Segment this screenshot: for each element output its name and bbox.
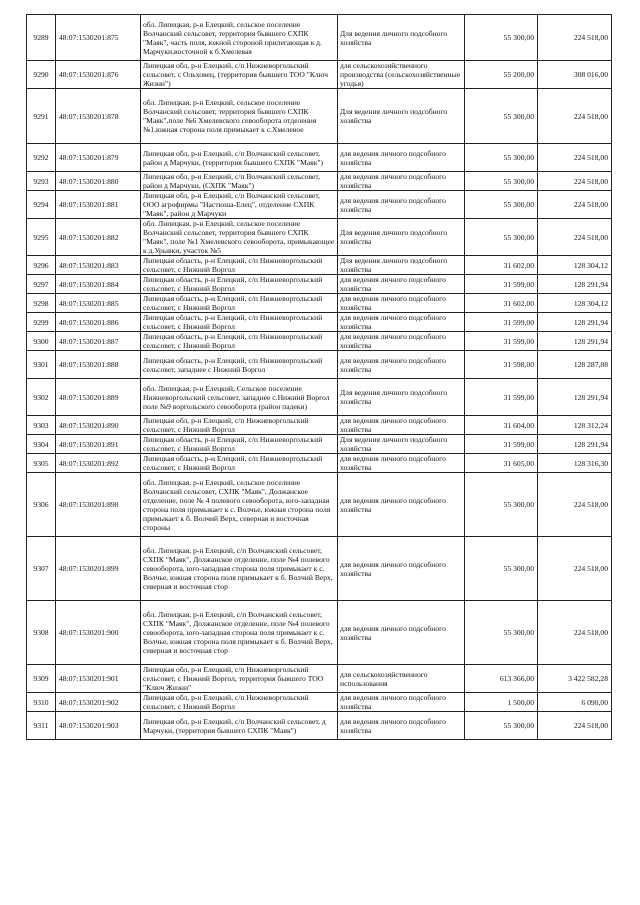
cadastral-number: 48:07:1530201:885 xyxy=(56,294,141,313)
cadastral-value: 128 291,94 xyxy=(538,332,612,351)
plot-address: обл. Липецкая, р-н Елецкий, Сельское поселение Нижневоргольский сельсовет, западнее с.Нижний Воргол поле №9 воргольского севооборота (район падеки) xyxy=(141,379,338,416)
row-number: 9311 xyxy=(27,712,56,740)
cadastral-number: 48:07:1530201:902 xyxy=(56,693,141,712)
plot-area: 55 300,00 xyxy=(465,144,538,172)
permitted-use: для ведения личного подсобного хозяйства xyxy=(338,275,465,294)
plot-address: Липецкая обл, р-н Елецкий, с/п Нижневоргольский сельсовет, с Ольховец, (территория бывшего ТОО "Ключ Жизни") xyxy=(141,61,338,89)
cadastral-value: 224 518,00 xyxy=(538,473,612,537)
row-number: 9292 xyxy=(27,144,56,172)
row-number: 9308 xyxy=(27,601,56,665)
plot-area: 55 300,00 xyxy=(465,537,538,601)
cadastral-value: 128 291,94 xyxy=(538,275,612,294)
table-row xyxy=(27,537,612,601)
cadastral-value: 128 312,24 xyxy=(538,416,612,435)
permitted-use: для ведения личного подсобного хозяйства xyxy=(338,191,465,219)
plot-address: Липецкая обл, р-н Елецкий, с/п Волчанский сельсовет, район д Марчуки, (СХПК "Маяк") xyxy=(141,172,338,191)
permitted-use: для ведения личного подсобного хозяйства xyxy=(338,416,465,435)
plot-address: Липецкая обл, р-н Елецкий, с/п Нижневоргольский сельсовет, с Нижний Воргол xyxy=(141,416,338,435)
permitted-use: для ведения личного подсобного хозяйства xyxy=(338,313,465,332)
row-number: 9306 xyxy=(27,473,56,537)
plot-address: обл. Липецкая, р-н Елецкий, сельское поселение Волчанский сельсовет, территория бывшего СХПК "Маяк",поле №6 Хмелевского севооборота отделения №1,южная сторона поля примыкает к с.Хмелевое xyxy=(141,89,338,144)
row-number: 9304 xyxy=(27,435,56,454)
cadastral-value: 224 518,00 xyxy=(538,15,612,61)
cadastral-value: 224 518,00 xyxy=(538,144,612,172)
cadastral-number: 48:07:1530201:887 xyxy=(56,332,141,351)
permitted-use: Для ведения личного подсобного хозяйства xyxy=(338,379,465,416)
row-number: 9298 xyxy=(27,294,56,313)
plot-area: 31 599,00 xyxy=(465,379,538,416)
cadastral-number: 48:07:1530201:884 xyxy=(56,275,141,294)
plot-area: 31 599,00 xyxy=(465,313,538,332)
table-body xyxy=(27,15,612,740)
table-row xyxy=(27,172,612,191)
plot-address: обл. Липецкая, р-н Елецкий, сельское поселение Волчанский сельсовет, территория бывшего СХПК "Маяк", часть поля, южной стороной прилегающая к д. Марчуки,восточной к б.Хмелевая xyxy=(141,15,338,61)
permitted-use: для ведения личного подсобного хозяйства xyxy=(338,351,465,379)
plot-address: Липецкая обл, р-н Елецкий, с/п Нижневоргольский сельсовет, с Нижний Воргол xyxy=(141,693,338,712)
permitted-use: для ведения личного подсобного хозяйства xyxy=(338,473,465,537)
plot-area: 55 200,00 xyxy=(465,61,538,89)
row-number: 9307 xyxy=(27,537,56,601)
row-number: 9291 xyxy=(27,89,56,144)
permitted-use: для сельскохозяйственного производства (сельскохозяйственные угодья) xyxy=(338,61,465,89)
row-number: 9300 xyxy=(27,332,56,351)
cadastral-number: 48:07:1530201:890 xyxy=(56,416,141,435)
plot-area: 31 599,00 xyxy=(465,275,538,294)
plot-area: 613 366,00 xyxy=(465,665,538,693)
cadastral-value: 128 316,30 xyxy=(538,454,612,473)
table-row xyxy=(27,693,612,712)
row-number: 9290 xyxy=(27,61,56,89)
row-number: 9310 xyxy=(27,693,56,712)
row-number: 9294 xyxy=(27,191,56,219)
permitted-use: для ведения личного подсобного хозяйства xyxy=(338,332,465,351)
cadastral-number: 48:07:1530201:889 xyxy=(56,379,141,416)
cadastral-value: 224 518,00 xyxy=(538,219,612,256)
table-row xyxy=(27,144,612,172)
cadastral-value: 224 518,00 xyxy=(538,89,612,144)
cadastral-value: 308 016,00 xyxy=(538,61,612,89)
row-number: 9301 xyxy=(27,351,56,379)
plot-area: 31 605,00 xyxy=(465,454,538,473)
plot-address: Липецкая обл, р-н Елецкий, с/п Волчанский сельсовет, район д Марчуки, (территория бывшего СХПК "Маяк") xyxy=(141,144,338,172)
cadastral-number: 48:07:1530201:891 xyxy=(56,435,141,454)
permitted-use: Для ведения личного подсобного хозяйства xyxy=(338,219,465,256)
table-row xyxy=(27,332,612,351)
cadastral-number: 48:07:1530201:878 xyxy=(56,89,141,144)
plot-area: 55 300,00 xyxy=(465,15,538,61)
cadastral-value: 128 304,12 xyxy=(538,294,612,313)
permitted-use: Для ведения личного подсобного хозяйства xyxy=(338,15,465,61)
table-row xyxy=(27,313,612,332)
cadastral-number: 48:07:1530201:883 xyxy=(56,256,141,275)
row-number: 9296 xyxy=(27,256,56,275)
plot-address: Липецкая обл, р-н Елецкий, с/п Волчанский сельсовет, ООО агрофирмы "Настюша-Елец", отделение СХПК "Маяк", район д Марчуки xyxy=(141,191,338,219)
table-row xyxy=(27,219,612,256)
permitted-use: Для ведения личного подсобного хозяйства xyxy=(338,256,465,275)
cadastral-number: 48:07:1530201:882 xyxy=(56,219,141,256)
row-number: 9289 xyxy=(27,15,56,61)
row-number: 9299 xyxy=(27,313,56,332)
cadastral-value: 128 304,12 xyxy=(538,256,612,275)
table-row xyxy=(27,665,612,693)
plot-address: Липецкая область, р-н Елецкий, с/п Нижневоргольский сельсовет, с Нижний Воргол xyxy=(141,454,338,473)
plot-address: Липецкая область, р-н Елецкий, с/п Нижневоргольский сельсовет, с Нижний Воргол xyxy=(141,332,338,351)
table-row xyxy=(27,712,612,740)
table-row xyxy=(27,15,612,61)
table-row xyxy=(27,61,612,89)
permitted-use: Для ведения личного подсобного хозяйства xyxy=(338,89,465,144)
table-row xyxy=(27,435,612,454)
row-number: 9302 xyxy=(27,379,56,416)
cadastral-number: 48:07:1530201:879 xyxy=(56,144,141,172)
permitted-use: для ведения личного подсобного хозяйства xyxy=(338,693,465,712)
table-row xyxy=(27,454,612,473)
cadastral-number: 48:07:1530201:900 xyxy=(56,601,141,665)
cadastral-value: 128 291,94 xyxy=(538,379,612,416)
row-number: 9293 xyxy=(27,172,56,191)
table-row xyxy=(27,294,612,313)
table-row xyxy=(27,416,612,435)
plot-area: 55 300,00 xyxy=(465,219,538,256)
plot-address: обл. Липецкая, р-н Елецкий, с/п Волчанский сельсовет, СХПК "Маяк", Должанское отделение, поле №4 полевого севооборота, юго-западная сторона поля примыкает к с. Волчье, южная сторона поля примыкает к б. Волчий Верх, северная и восточная стор xyxy=(141,537,338,601)
plot-address: обл. Липецкая, р-н Елецкий, сельское поселение Волчанский сельсовет, территория бывшего СХПК "Маяк", поле №1 Хмелевского севооборота, примыкающее к д.Урывки, участок №5 xyxy=(141,219,338,256)
row-number: 9295 xyxy=(27,219,56,256)
table-row xyxy=(27,89,612,144)
row-number: 9305 xyxy=(27,454,56,473)
plot-address: Липецкая обл, р-н Елецкий, с/п Волчанский сельсовет, д Марчуки, (территория бывшего СХПК "Маяк") xyxy=(141,712,338,740)
plot-address: Липецкая область, р-н Елецкий, с/п Нижневоргольский сельсовет, с Нижний Воргол xyxy=(141,256,338,275)
table-row xyxy=(27,379,612,416)
plot-address: Липецкая область, р-н Елецкий, с/п Нижневоргольский сельсовет, с Нижний Воргол xyxy=(141,294,338,313)
cadastral-number: 48:07:1530201:898 xyxy=(56,473,141,537)
plot-area: 55 300,00 xyxy=(465,473,538,537)
row-number: 9309 xyxy=(27,665,56,693)
cadastral-number: 48:07:1530201:899 xyxy=(56,537,141,601)
cadastral-value: 224 518,00 xyxy=(538,712,612,740)
cadastral-number: 48:07:1530201:901 xyxy=(56,665,141,693)
plot-area: 31 599,00 xyxy=(465,435,538,454)
cadastral-value: 224 518,00 xyxy=(538,191,612,219)
plot-address: Липецкая область, р-н Елецкий, с/п Нижневоргольский сельсовет, с Нижний Воргол xyxy=(141,435,338,454)
cadastral-number: 48:07:1530201:903 xyxy=(56,712,141,740)
plot-address: Липецкая область, р-н Елецкий, с/п Нижневоргольский сельсовет, западнее с Нижний Воргол xyxy=(141,351,338,379)
cadastral-number: 48:07:1530201:876 xyxy=(56,61,141,89)
table-row xyxy=(27,601,612,665)
cadastral-value: 128 291,94 xyxy=(538,435,612,454)
cadastral-number: 48:07:1530201:888 xyxy=(56,351,141,379)
table-row xyxy=(27,351,612,379)
permitted-use: Для ведения личного подсобного хозяйства xyxy=(338,435,465,454)
plot-address: обл. Липецкая, р-н Елецкий, с/п Волчанский сельсовет, СХПК "Маяк", Должанское отделение, поле №4 полевого севооборота, юго-западная сторона поля примыкает к с. Волчье, южная сторона поля примыкает к б. Волчий Верх, северная и восточная стор xyxy=(141,601,338,665)
permitted-use: для ведения личного подсобного хозяйства xyxy=(338,712,465,740)
plot-area: 55 300,00 xyxy=(465,172,538,191)
permitted-use: для ведения личного подсобного хозяйства xyxy=(338,537,465,601)
row-number: 9297 xyxy=(27,275,56,294)
land-plots-document xyxy=(26,14,611,740)
plot-area: 31 602,00 xyxy=(465,294,538,313)
plot-area: 55 300,00 xyxy=(465,601,538,665)
land-plots-table xyxy=(26,14,612,740)
permitted-use: для ведения личного подсобного хозяйства xyxy=(338,144,465,172)
cadastral-value: 224 518,00 xyxy=(538,601,612,665)
plot-area: 55 300,00 xyxy=(465,712,538,740)
permitted-use: для ведения личного подсобного хозяйства xyxy=(338,172,465,191)
plot-area: 55 300,00 xyxy=(465,191,538,219)
permitted-use: для ведения личного подсобного хозяйства xyxy=(338,601,465,665)
plot-address: Липецкая область, р-н Елецкий, с/п Нижневоргольский сельсовет, с Нижний Воргол xyxy=(141,275,338,294)
table-row xyxy=(27,275,612,294)
cadastral-number: 48:07:1530201:892 xyxy=(56,454,141,473)
cadastral-value: 128 291,94 xyxy=(538,313,612,332)
plot-area: 31 598,00 xyxy=(465,351,538,379)
plot-area: 31 604,00 xyxy=(465,416,538,435)
plot-area: 31 599,00 xyxy=(465,332,538,351)
cadastral-number: 48:07:1530201:886 xyxy=(56,313,141,332)
plot-address: обл. Липецкая, р-н Елецкий, сельское поселение Волчанский сельсовет, СХПК "Маяк", Должанское отделение, поле № 4 полевого севооборота, юго-западная сторона поля примыкает к с. Волчье, южная сторона поля примыкает к б. Волчий Верх, северная и восточная стороны xyxy=(141,473,338,537)
cadastral-number: 48:07:1530201:875 xyxy=(56,15,141,61)
cadastral-value: 128 287,88 xyxy=(538,351,612,379)
table-row xyxy=(27,473,612,537)
plot-area: 1 500,00 xyxy=(465,693,538,712)
cadastral-value: 224 518,00 xyxy=(538,537,612,601)
table-row xyxy=(27,191,612,219)
cadastral-number: 48:07:1530201:880 xyxy=(56,172,141,191)
plot-area: 55 300,00 xyxy=(465,89,538,144)
plot-address: Липецкая обл, р-н Елецкий, с/п Нижневоргольский сельсовет, с Нижний Воргол, территория бывшего ТОО "Ключ Жизни" xyxy=(141,665,338,693)
row-number: 9303 xyxy=(27,416,56,435)
permitted-use: для ведения личного подсобного хозяйства xyxy=(338,454,465,473)
cadastral-value: 3 422 582,28 xyxy=(538,665,612,693)
table-row xyxy=(27,256,612,275)
cadastral-number: 48:07:1530201:881 xyxy=(56,191,141,219)
plot-address: Липецкая область, р-н Елецкий, с/п Нижневоргольский сельсовет, с Нижний Воргол xyxy=(141,313,338,332)
permitted-use: для сельскохозяйственного использования xyxy=(338,665,465,693)
cadastral-value: 6 090,00 xyxy=(538,693,612,712)
permitted-use: для ведения личного подсобного хозяйства xyxy=(338,294,465,313)
cadastral-value: 224 518,00 xyxy=(538,172,612,191)
plot-area: 31 602,00 xyxy=(465,256,538,275)
